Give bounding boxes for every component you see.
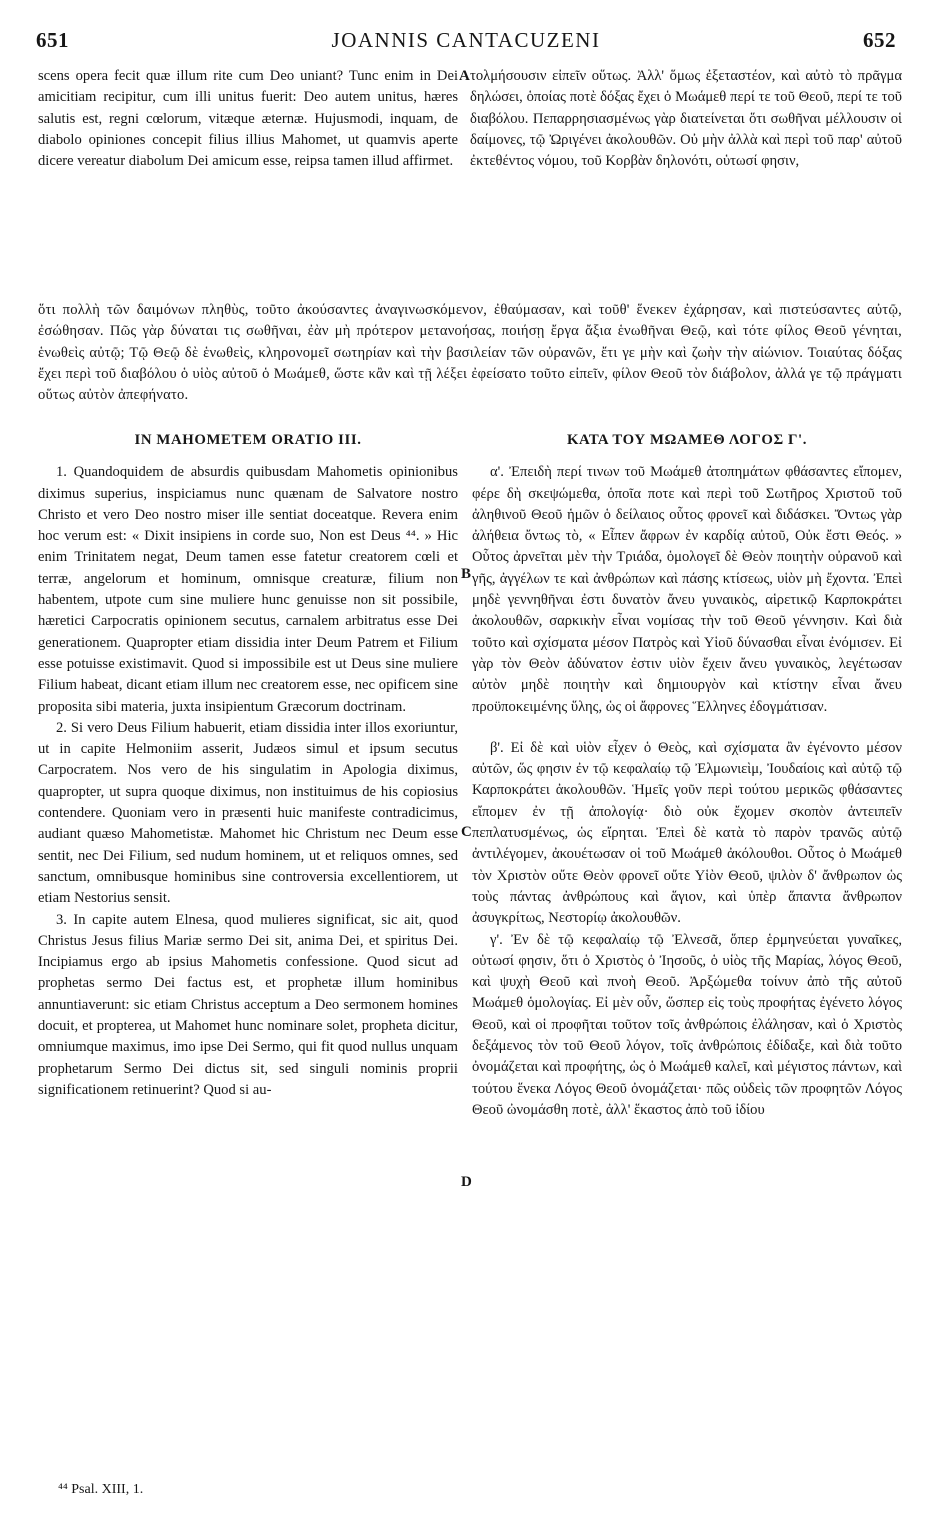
top-latin-paragraph: scens opera fecit quæ illum rite cum Deo uniant? Tunc enim in Dei amicitiam recipitur, cum illi unitus fuerit: Deo autem unitus, hæres salutis est, regni cœlorum, vitæque æternæ. Hujusmodi, inquam, de diabolo opiniones concepit filius illius Mahomet, ut quamvis aperte dicere vereatur diabolum Dei amicum esse, reipsa tamen illud affirmet. — [38, 68, 458, 170]
greek-paragraph-3: γ'. Ἐν δὲ τῷ κεφαλαίῳ τῷ Ἐλνεσᾶ, ὅπερ ἑρμηνεύεται γυναῖκες, οὑτωσί φησιν, ὅτι ὁ Χριστὸς ὁ Ἰησοῦς, ὁ υἱὸς τῆς Μαρίας, λόγος Θεοῦ, καὶ ψυχὴ Θεοῦ καὶ πνοὴ Θεοῦ. Ἀρξώμεθα τοίνυν ἀπὸ τῆς αὐτοῦ Μωάμεθ ὁμολογίας. Εἰ μὲν οὖν, ὥσπερ εἰς τοὺς προφήτας ἐγένετο λόγος Θεοῦ, καὶ οἱ προφῆται τοῦτον τοῖς ἀνθρώποις ἐλάλησαν, καὶ ὁ Χριστὸς δεξάμενος τὸν τοῦ Θεοῦ λόγον, τοῖς ἀνθρώποις ἐδίδαξε, καὶ διὰ τοῦτο ὀνομάζεται καὶ προφήτης, ὡς ὁ Μωάμεθ καλεῖ, καὶ μέγιστος πάντων, καὶ τούτου ἕνεκα Λόγος Θεοῦ ὀνομάζεται· πῶς οὐδεὶς τῶν προφητῶν Λόγος Θεοῦ ὠνομάσθη ποτὲ, ἀλλ' ἕκαστος ἀπὸ τοῦ ἰδίου — [472, 931, 902, 1118]
margin-marker-d: D — [461, 1174, 472, 1190]
top-greek-paragraph: τολμήσουσιν εἰπεῖν οὕτως. Ἀλλ' ὅμως ἐξεταστέον, καὶ αὐτὸ τὸ πρᾶγμα δηλώσει, ὁποίας ποτὲ δόξας ἔχει ὁ Μωάμεθ περί τε τοῦ Θεοῦ, περί τε τοῦ διαβόλου. Πεπαρρησιασμένως γὰρ διατείνεται ὅτι σωθῆναι μέλλουσιν οἱ δαίμονες, τῷ Ὠριγένει ἀκολουθῶν. Οὐ μὴν ἀλλὰ καὶ περὶ τοῦ παρ' αὐτοῦ ἐκτεθέντος νόμου, τοῦ Κορβὰν δηλονότι, οὑτωσί φησιν, — [470, 68, 902, 170]
margin-marker-c: C — [461, 824, 472, 840]
right-page-number: 652 — [863, 28, 896, 52]
latin-heading: IN MAHOMETEM ORATIO III. — [134, 432, 362, 448]
left-page-number: 651 — [36, 28, 69, 52]
greek-column — [472, 430, 902, 1121]
page-header — [36, 24, 896, 56]
greek-paragraph-2: β'. Εἰ δὲ καὶ υἱὸν εἶχεν ὁ Θεὸς, καὶ σχίσματα ἂν ἐγένοντο μέσον αὐτῶν, ὥς φησιν ἐν τῷ κεφαλαίῳ τῷ Ἐλμωνιεὶμ, Ἰουδαίοις καὶ αὐτῷ τῷ Καρποκράτει ἀκολουθῶν. Ἡμεῖς γοῦν περὶ τούτου μερικῶς φθάσαντες εἴπομεν ἐν τῇ ἀπολογίᾳ· διὸ οὐκ ἔχομεν σκοπὸν ἀντειπεῖν πεπλατυσμένως, ὡς εἴρηται. Ἐπεὶ δὲ κατὰ τὸ παρὸν τρανῶς αὐτῷ ἀντιλέγομεν, ἀκουέτωσαν οἱ τοῦ Μωάμεθ ἀκόλουθοι. Οὗτος ὁ Μωάμεθ τὸν Χριστὸν οὔτε Θεὸν φρονεῖ οὔτε Υἱὸν Θεοῦ, ψιλὸν δ' ἄνθρωπον ὡς τοὺς πάντας ἀνθρώπους καὶ ἅγιον, καὶ ὑπὲρ ἅπαντα ἄνθρωπον ἀσυγκρίτως, Νεστορίῳ ἀκολουθῶν. — [472, 739, 902, 927]
latin-column — [38, 430, 458, 1101]
footnote: ⁴⁴ Psal. XIII, 1. — [58, 1482, 144, 1497]
top-greek-full-paragraph: ὅτι πολλὴ τῶν δαιμόνων πληθὺς, τοῦτο ἀκούσαντες ἀναγινωσκόμενον, ἐθαύμασαν, καὶ τοῦθ' ἕνεκεν ἐχάρησαν, καὶ πιστεύσαντες αὐτῷ, ἐσώθησαν. Πῶς γὰρ δύναται τις σωθῆναι, ἐὰν μὴ πρότερον μετανοήσας, ποιήσῃ ἔργα ἄξια ἑνωθῆναι Θεῷ, καὶ τότε φίλος Θεοῦ γένηται, ἑνωθεὶς αὐτῷ; Τῷ Θεῷ δὲ ἑνωθεὶς, κληρονομεῖ σωτηρίαν καὶ τὴν βασιλείαν τῶν οὐρανῶν, ἔτι γε μὴν καὶ ζωὴν τὴν αἰώνιον. Τοιαύτας δόξας ἔχει περὶ τοῦ διαβόλου ὁ υἱὸς αὐτοῦ ὁ Μωάμεθ, ὥστε κἂν καὶ τῇ λέξει ἐφείσατο τοῦτο εἰπεῖν, φίλον Θεοῦ τὸν διάβολον, ἀλλά γε τῷ πράγματι οὕτως αὐτὸν ἀπεφήνατο. — [38, 302, 902, 404]
greek-paragraph-1: α'. Ἐπειδὴ περί τινων τοῦ Μωάμεθ ἀτοπημάτων φθάσαντες εἴπομεν, φέρε δὴ σκεψώμεθα, ὁποῖα ποτε καὶ περὶ τοῦ Σωτῆρος Χριστοῦ τοῦ ἀληθινοῦ Θεοῦ ἡμῶν ὁ δείλαιος οὗτος φρονεῖ καὶ διδάσκει. Ὄντως γὰρ ἀλήθεια ὄντως τὸ, « Εἶπεν ἄφρων ἐν καρδίᾳ αὐτοῦ, Οὐκ ἔστι Θεός. » Οὗτος ἀρνεῖται μὲν τὴν Τριάδα, ὁμολογεῖ δὲ Θεὸν ποιητὴν οὐρανοῦ καὶ γῆς, ἀγγέλων τε καὶ ἀνθρώπων καὶ πάσης κτίσεως, υἱὸν μὴ ἔχοντα. Ἐπεὶ μηδὲ γεννηθῆναι ἐστι δυνατὸν ἄνευ γυναικὸς, αἱρετικῷ Καρποκράτει ἀκολουθῶν, σαρκικὴν εἶναι νομίσας τὴν τοῦ Θεοῦ γέννησιν. Καὶ διὰ τοῦτο καὶ σχίσματα μέσον Πατρὸς καὶ Υἱοῦ δύνασθαι εἶναι ἐνόμισεν. Εἰ γὰρ τὸν Θεὸν ἀδύνατον ἐστιν υἱὸν ἔχειν ἄνευ γυναικὸς, λεγέτωσαν αὐτὸν μηδὲ ποιητὴν καὶ δημιουργὸν καὶ κτίστην εἶναι ἄνευ προϋποκειμένης ὕλης, ὡς οἱ ἄφρονες Ἕλληνες ἐδογμάτισαν. — [472, 464, 902, 715]
greek-heading: ΚΑΤΑ ΤΟΥ ΜΩΑΜΕΘ ΛΟΓΟΣ Γ'. — [566, 432, 808, 448]
top-greek-text — [470, 66, 902, 172]
top-latin-text — [38, 66, 458, 172]
top-greek-full-width — [38, 300, 902, 406]
margin-marker-b: B — [461, 566, 472, 582]
latin-paragraph-2: 2. Si vero Deus Filium habuerit, etiam dissidia inter illos exoriuntur, ut in capite Helmoniim asserit, Judæos simul et ipsum secutus Carpocratem. Nos vero de his singulatim in Apologia diximus, quapropter, ut supra quoque diximus, non instituimus de his copiosius contendere. Quoniam vero in præsenti huic manifeste contradicimus, audiant quæso Mahometistæ. Mahomet hic Christum nec Deum esse sentit, nec Dei Filium, sed nudum hominem, ut et reliquos omnes, sed sanctum, omnibusque hominibus sine controversia excellentiorem, ut etiam Nestorius sensit. — [38, 719, 458, 907]
running-title: JOANNIS CANTACUZENI — [331, 28, 601, 52]
latin-paragraph-3: 3. In capite autem Elnesa, quod mulieres significat, sic ait, quod Christus Jesus filius Mariæ sermo Dei sit, anima Dei, et spiritus Dei. Incipiamus ergo ab ipsius Mahometis confessione. Quod sicut ad prophetas sermo Dei factus est, et prophetæ illum hominibus annuntiaverunt: sic etiam Christus acceptum a Deo sermonem homines docuit, et propterea, ut Mahomet hunc nominare solet, propheta dicitur, omniumque maximus, imo ipse Dei Sermo, qui fit quod nullus unquam prophetarum Sermo Dei dictus sit, sed singuli nominis proprii significationem retinuerint? Quod si au- — [38, 911, 458, 1098]
latin-paragraph-1: 1. Quandoquidem de absurdis quibusdam Mahometis opinionibus diximus superius, inspiciamus nunc quænam de Salvatore nostro Christo et vero Deo nostro miser ille sentiat doceatque. Revera enim hoc verum est: « Dixit insipiens in corde suo, Non est Deus ⁴⁴. » Hic enim Trinitatem negat, Deum tamen esse fatetur creatorem cœli et terræ, angelorum et hominum, omnisque creaturæ, filium non habentem, utpote cum sine muliere hunc genuisse non sit possibile, hæretici Carpocratis opinionem secutus, carnalem arbitratus esse Dei generationem. Quapropter etiam dissidia inter Deum Patrem et Filium esse potuisse existimavit. Quod si impossibile est ut Deus sine muliere Filium habeat, dicant etiam illum nec creatorem esse, nec opificem sine proposita sibi materia, juxta insipientum Græcorum doctrinam. — [38, 464, 458, 715]
margin-marker-a: A — [459, 68, 470, 84]
